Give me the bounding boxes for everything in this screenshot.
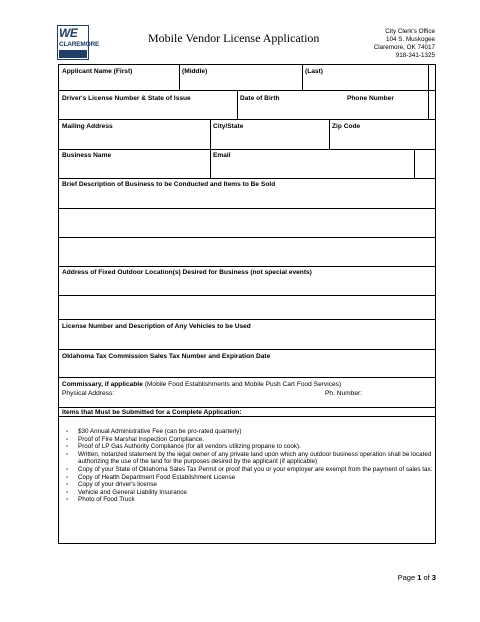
office-line: 104 S. Muskogee: [385, 36, 435, 43]
logo-line-1: WE: [59, 26, 78, 40]
list-item: ▫ Proof of Fire Marshal Inspection Compliance.: [66, 436, 436, 444]
description-label: Brief Description of Business to be Conducted and Items to Be Sold: [62, 181, 276, 188]
current-page: 1: [417, 573, 422, 582]
last-name-label: (Last): [305, 68, 323, 75]
city-logo: [57, 25, 100, 60]
list-item: ▫ Written, notarized statement by the legal owner of any private land upon which any outdoor business operation shall be located authorizing the use of the land for the purposes desired by the applicant (if applicable): [66, 451, 436, 466]
email-label: Email: [213, 152, 231, 159]
middle-name-label: (Middle): [182, 68, 208, 75]
list-item: ▫ Copy of your State of Oklahoma Sales Tax Permit or proof that you or your employer are exempt from the payment of sales tax.: [66, 466, 436, 474]
description-line: [59, 237, 435, 266]
physical-address-label: Physical Address:: [62, 390, 115, 397]
description-line: [59, 208, 435, 237]
divider: [428, 65, 429, 90]
divider: [237, 90, 238, 119]
mailing-label: Mailing Address: [62, 123, 113, 130]
license-label: Driver's License Number & State of Issue: [62, 95, 191, 102]
divider: [302, 65, 303, 90]
list-item: ▫ Vehicle and General Liability Insurance: [66, 489, 436, 497]
phone-number-label: Ph. Number:: [325, 390, 363, 397]
office-address: [374, 28, 435, 60]
divider: [428, 90, 429, 119]
dob-label: Date of Birth: [240, 95, 280, 102]
mailing-row: [59, 119, 435, 149]
commissary-note: (Mobile Food Establishments and Mobile Push Cart Food Services): [144, 381, 342, 388]
business-row: [59, 149, 435, 178]
page-of: of: [421, 573, 432, 582]
list-item: ▫ Copy of your driver's license: [66, 481, 436, 489]
divider: [329, 119, 330, 149]
list-item: ▫ Photo of Food Truck: [66, 496, 436, 504]
logo-band: [59, 50, 87, 58]
zip-label: Zip Code: [332, 123, 361, 130]
location-label: Address of Fixed Outdoor Location(s) Desired for Business (not special events): [62, 269, 312, 276]
divider: [179, 65, 180, 90]
page-prefix: Page: [397, 573, 418, 582]
divider: [210, 119, 211, 149]
office-line: 918-341-1325: [395, 52, 435, 59]
list-item: ▫ Proof of LP Gas Authority Compliance (for all vendors utilizing propane to cook).: [66, 443, 436, 451]
logo-line-2: CLAREMORE: [59, 41, 100, 48]
tax-label: Oklahoma Tax Commission Sales Tax Number and Expiration Date: [62, 353, 271, 360]
list-item: ▫ $30 Annual Administrative Fee (can be pro-rated quarterly): [66, 428, 436, 436]
divider: [210, 149, 211, 178]
divider: [414, 149, 415, 178]
total-pages: 3: [431, 573, 436, 582]
city-state-label: City/State: [213, 123, 244, 130]
office-line: Claremore, OK 74017: [373, 44, 435, 51]
required-items-list: [66, 428, 436, 504]
items-header: Items that Must be Submitted for a Complete Application:: [62, 409, 242, 416]
page-number: [398, 573, 436, 582]
first-name-label: Applicant Name (First): [62, 68, 133, 75]
vehicles-label: License Number and Description of Any Vehicles to be Used: [62, 323, 251, 330]
office-line: City Clerk's Office: [385, 28, 435, 35]
page-title: Mobile Vendor License Application: [148, 31, 320, 45]
commissary-title: Commissary, if applicable: [62, 381, 143, 388]
business-name-label: Business Name: [62, 152, 112, 159]
phone-label: Phone Number: [347, 95, 394, 102]
commissary-label: [62, 381, 341, 388]
list-item: ▫ Copy of Health Department Food Establishment License: [66, 474, 436, 482]
